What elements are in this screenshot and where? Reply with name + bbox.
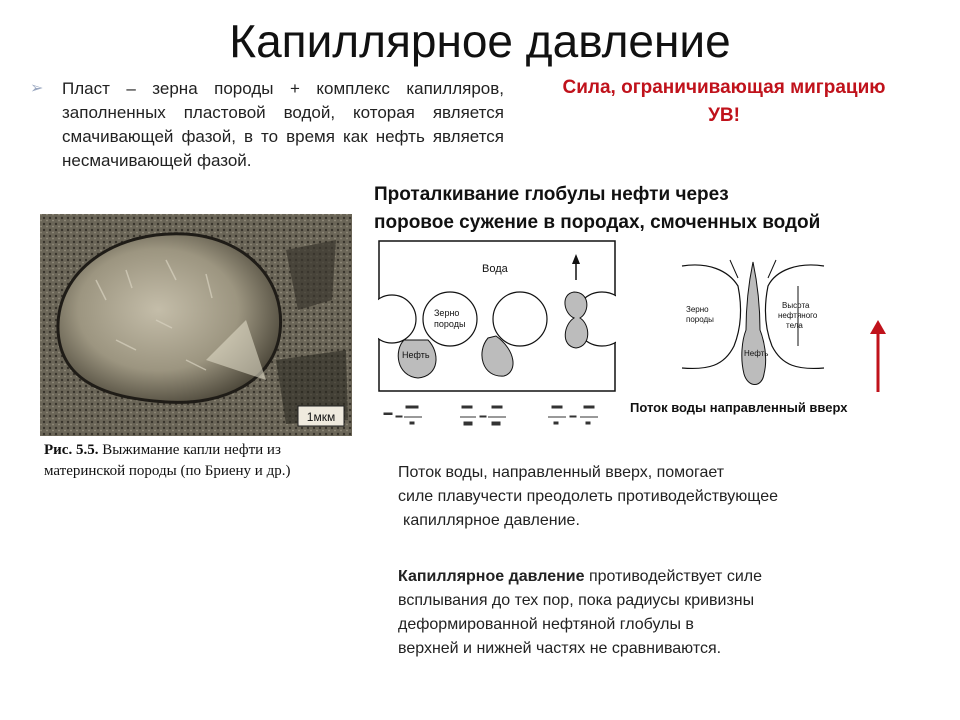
oil-label: Нефть [402, 350, 430, 360]
grain-label-2: породы [434, 319, 466, 329]
red-callout [512, 74, 936, 130]
height-label-3: тела [786, 321, 803, 330]
para1-line3: капиллярное давление. [403, 512, 580, 529]
photo-caption [44, 440, 340, 482]
red-callout-line1: Сила, ограничивающая миграцию [562, 77, 886, 98]
para2-lead-term: Капиллярное давление [398, 568, 585, 585]
pore-throat-diagram-right [678, 256, 828, 396]
scale-bar-label: 1мкм [306, 410, 336, 424]
push-heading [374, 181, 950, 237]
grain-label-1: Зерно [686, 305, 709, 314]
bullet-arrow-icon: ➢ [30, 80, 44, 97]
para2-line4: верхней и нижней частях не сравниваются. [398, 640, 722, 657]
para2-line1 [398, 565, 898, 589]
height-label-2: нефтяного [778, 311, 818, 320]
photo-caption-figure-number: Рис. 5.5. [44, 442, 99, 458]
para1-line2: силе плавучести преодолеть противодействующее [398, 488, 778, 505]
paragraph-upward-flow [398, 461, 918, 533]
oil-label: Нефть [744, 349, 769, 358]
flow-label: Поток воды направленный вверх [630, 400, 848, 415]
capillary-formulas-image [382, 400, 622, 436]
page-title: Капиллярное давление [229, 15, 731, 67]
push-heading-line2: поровое сужение в породах, смоченных водой [374, 212, 821, 233]
pore-throat-diagram-left [378, 240, 616, 392]
red-callout-line2: УВ! [708, 105, 740, 126]
para2-line3: деформированной нефтяной глобулы в [398, 616, 694, 633]
grain-label-2: породы [686, 315, 714, 324]
water-label: Вода [482, 263, 508, 275]
oil-column [742, 262, 769, 385]
para2-line1-rest: противодействует силе [584, 568, 762, 585]
paragraph-capillary-pressure [398, 565, 898, 661]
para1-line1: Поток воды, направленный вверх, помогает [398, 464, 725, 481]
height-label-1: Высота [782, 301, 810, 310]
rock-grain-circle [493, 292, 547, 346]
upward-flow-arrow-icon [858, 318, 898, 394]
bullet-text: Пласт – зерна породы + комплекс капилляров, заполненных пластовой водой, которая является смачивающей фазой, в то время как нефть является несмачивающей фазой. [62, 79, 504, 170]
push-heading-line1: Проталкивание глобулы нефти через [374, 184, 729, 205]
rock-micrograph [36, 210, 352, 440]
photo-caption-text: Выжимание капли нефти из материнской породы (по Бриену и др.) [44, 442, 291, 479]
grain-label-1: Зерно [434, 308, 460, 318]
para2-line2: всплывания до тех пор, пока радиусы кривизны [398, 592, 755, 609]
